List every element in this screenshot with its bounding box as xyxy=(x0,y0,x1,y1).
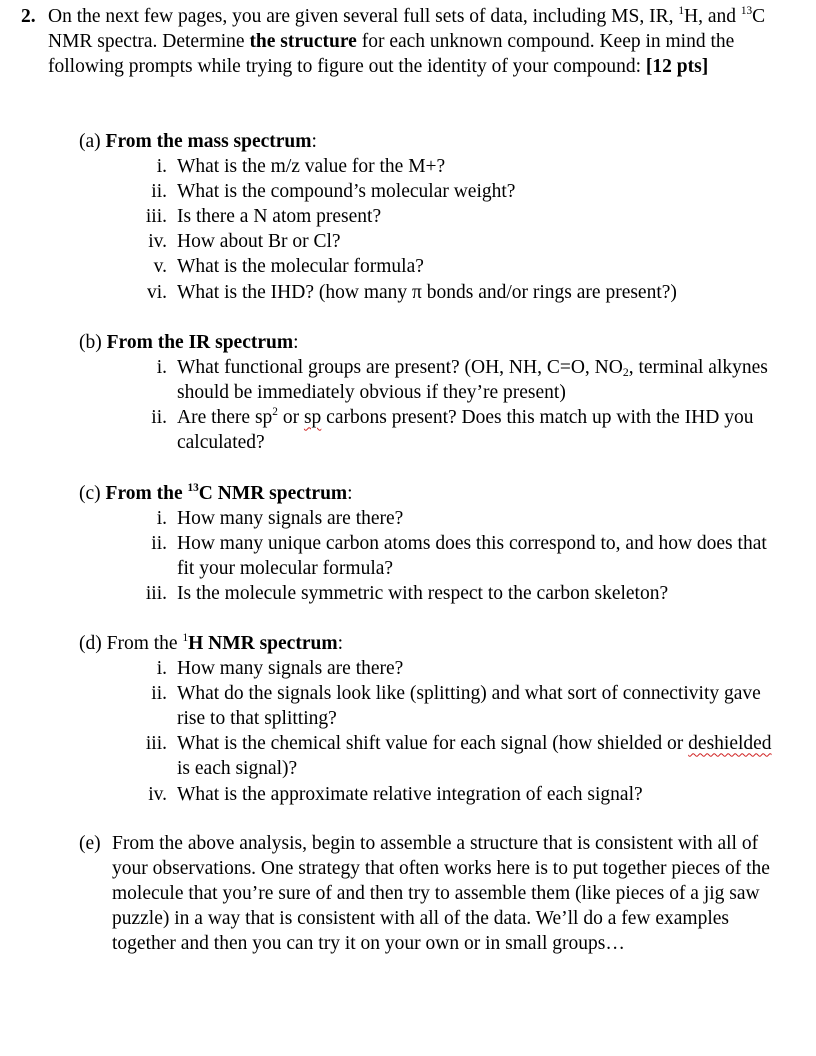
intro-text-4: for each unknown compound. Keep in mind the following prompts while trying to figure out the identity of your compound: xyxy=(48,31,735,78)
question-number: 2. xyxy=(21,6,36,27)
list-item xyxy=(79,204,779,229)
part-b-title: From the IR spectrum xyxy=(106,332,294,353)
list-item xyxy=(79,531,779,581)
part-d xyxy=(79,631,779,807)
item-text: What is the approximate relative integration of each signal? xyxy=(177,783,643,805)
list-item xyxy=(79,782,779,807)
list-item xyxy=(79,405,779,455)
item-number: ii. xyxy=(151,181,167,203)
c13-superscript: 13 xyxy=(187,482,199,495)
list-item xyxy=(79,229,779,254)
h1-superscript: 1 xyxy=(678,5,684,18)
part-c-title xyxy=(106,483,348,504)
intro-text-2: H, and xyxy=(684,6,741,27)
item-text: How many signals are there? xyxy=(177,508,404,530)
part-b-label: (b) xyxy=(79,332,107,353)
item-text-b: , terminal alkynes should be immediately obvious if they’re present) xyxy=(177,357,768,404)
intro-text-1: On the next few pages, you are given several full sets of data, including MS, IR, xyxy=(48,6,679,27)
item-number: vi. xyxy=(146,281,167,303)
spellcheck-deshielded: deshielded xyxy=(688,733,772,755)
part-e-label: (e) xyxy=(79,833,101,854)
list-item xyxy=(79,681,779,731)
part-b xyxy=(79,330,779,455)
intro-text-3: C NMR spectra. Determine xyxy=(48,6,766,53)
item-number: ii. xyxy=(151,533,167,555)
part-d-colon: : xyxy=(337,633,343,654)
part-d-title: H NMR spectrum xyxy=(188,633,338,654)
item-text-b: or xyxy=(277,407,304,429)
part-c-heading xyxy=(79,481,779,506)
part-a-list xyxy=(79,154,779,305)
list-item xyxy=(79,254,779,279)
item-text-a: Are there sp xyxy=(177,407,273,429)
item-text-a: What is the chemical shift value for each signal (how shielded or xyxy=(177,733,689,755)
item-text: What is the m/z value for the M+? xyxy=(177,156,446,178)
intro-bold-structure: the structure xyxy=(249,31,357,53)
part-b-heading xyxy=(79,330,779,355)
part-a xyxy=(79,129,779,305)
superscript-2: 2 xyxy=(272,406,278,419)
item-text: How many unique carbon atoms does this correspond to, and how does that fit your molecular formula? xyxy=(177,533,767,580)
part-c-list xyxy=(79,506,779,606)
list-item xyxy=(79,179,779,204)
part-b-list xyxy=(79,355,779,455)
item-number: i. xyxy=(156,508,167,530)
part-a-colon: : xyxy=(311,131,317,152)
list-item xyxy=(79,355,779,405)
part-c-label: (c) xyxy=(79,483,106,504)
part-a-title: From the mass spectrum xyxy=(105,131,312,152)
item-text: What is the molecular formula? xyxy=(177,256,424,278)
part-c-title-b: C NMR spectrum xyxy=(198,483,348,504)
points-label: [12 pts] xyxy=(645,56,709,78)
part-e-text: From the above analysis, begin to assemble a structure that is consistent with all of your observations. One strategy that often works here is to put together pieces of the molecule that you’re sure of and then try to assemble them (like pieces of a jig saw puzzle) in a way that is consistent with all of the data. We’ll do a few examples together and then you can try it on your own or in small groups… xyxy=(112,833,770,955)
item-text: Is there a N atom present? xyxy=(177,206,382,228)
item-text-a: What functional groups are present? (OH, NH, C=O, NO xyxy=(177,357,623,379)
item-number: iv. xyxy=(148,783,167,805)
item-text: Is the molecule symmetric with respect to the carbon skeleton? xyxy=(177,583,669,605)
list-item xyxy=(79,506,779,531)
subscript-2: 2 xyxy=(622,366,629,380)
item-number: iii. xyxy=(145,733,167,755)
part-c-colon: : xyxy=(347,483,353,504)
list-item xyxy=(79,581,779,606)
question-intro xyxy=(48,4,781,80)
list-item xyxy=(79,280,779,305)
item-text: How many signals are there? xyxy=(177,658,404,680)
part-d-label: (d) From the xyxy=(79,633,183,654)
item-text: How about Br or Cl? xyxy=(177,231,341,253)
item-number: ii. xyxy=(151,683,167,705)
item-number: v. xyxy=(153,256,167,278)
item-number: i. xyxy=(156,658,167,680)
part-c-title-a: From the xyxy=(105,483,188,504)
item-number: i. xyxy=(156,156,167,178)
item-number: iii. xyxy=(145,583,167,605)
item-text-b: is each signal)? xyxy=(177,758,298,780)
list-item xyxy=(79,656,779,681)
list-item xyxy=(79,154,779,179)
list-item xyxy=(79,731,779,781)
item-number: iv. xyxy=(148,231,167,253)
item-number: iii. xyxy=(145,206,167,228)
part-b-colon: : xyxy=(293,332,299,353)
item-text-c: carbons present? Does this match up with the IHD you calculated? xyxy=(177,407,754,454)
part-a-heading xyxy=(79,129,779,154)
part-d-heading xyxy=(79,631,779,656)
part-e xyxy=(79,831,779,956)
h1-superscript: 1 xyxy=(182,632,189,645)
question-2 xyxy=(21,4,781,80)
item-text: What do the signals look like (splitting) and what sort of connectivity gave rise to that splitting? xyxy=(177,683,761,730)
part-c xyxy=(79,481,779,606)
item-number: ii. xyxy=(151,407,167,429)
item-text: What is the compound’s molecular weight? xyxy=(177,181,516,203)
c13-superscript: 13 xyxy=(740,5,753,18)
spellcheck-sp: sp xyxy=(303,407,322,429)
part-d-list xyxy=(79,656,779,807)
item-number: i. xyxy=(156,357,167,379)
item-text: What is the IHD? (how many π bonds and/or rings are present?) xyxy=(177,281,677,303)
part-a-label: (a) xyxy=(79,131,106,152)
